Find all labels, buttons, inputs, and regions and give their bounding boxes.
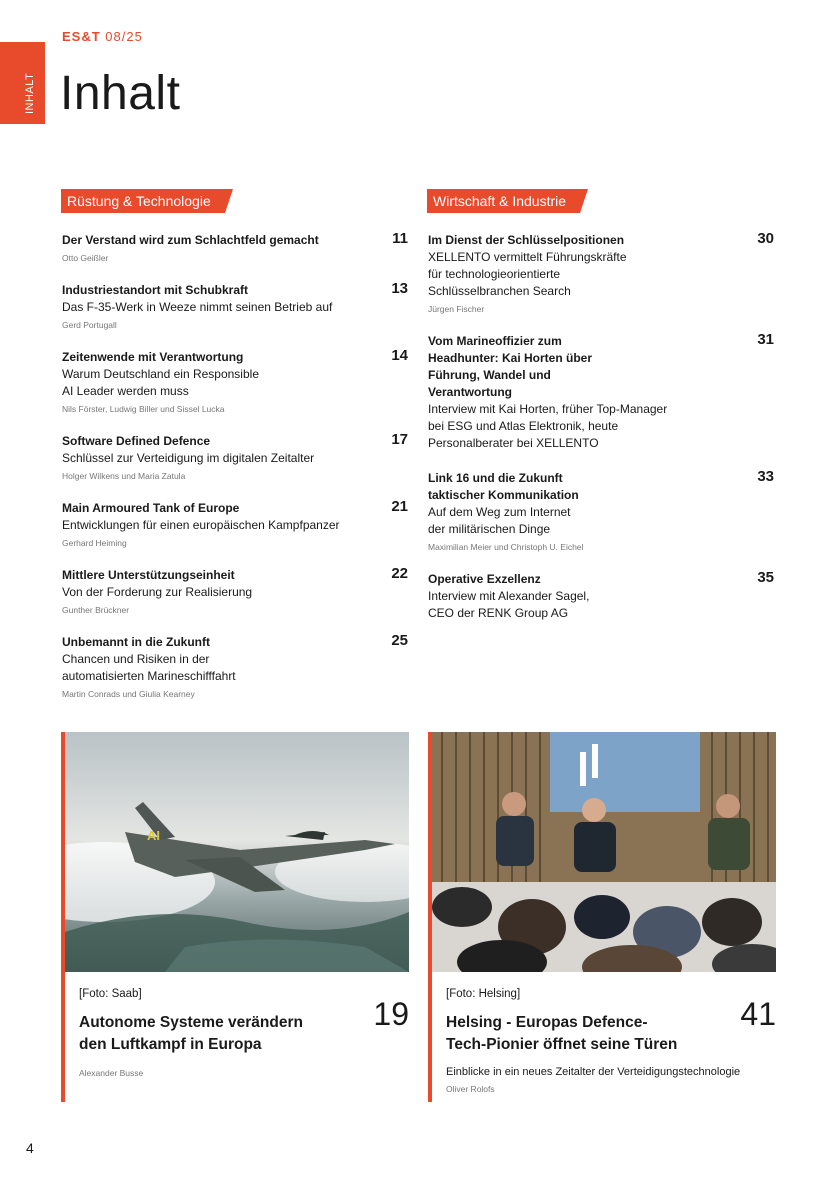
issue-label xyxy=(62,29,143,44)
entry-page-number: 33 xyxy=(757,468,774,485)
toc-column-left xyxy=(62,232,408,700)
toc-entry[interactable] xyxy=(428,470,774,553)
entry-title: Industriestandort mit Schubkraft xyxy=(62,283,249,297)
photo-credit: [Foto: Saab] xyxy=(79,988,142,1000)
toc-entry[interactable] xyxy=(428,333,774,452)
entry-subtitle: Warum Deutschland ein Responsible AI Leader werden muss xyxy=(62,367,259,398)
toc-entry[interactable] xyxy=(428,232,774,315)
feature-page-number: 41 xyxy=(740,996,776,1032)
side-tab-label: INHALT xyxy=(24,72,36,114)
feature-card[interactable] xyxy=(428,732,776,1102)
entry-page-number: 17 xyxy=(391,431,408,448)
issue-number: 08/25 xyxy=(100,29,143,44)
entry-title: Vom Marineoffizier zum Headhunter: Kai Horten über Führung, Wandel und Verantwortung xyxy=(428,334,593,399)
entry-title: Im Dienst der Schlüsselpositionen xyxy=(428,233,625,247)
feature-title: Autonome Systeme verändern den Luftkampf in Europa xyxy=(79,1014,303,1053)
toc-entry[interactable] xyxy=(62,349,408,415)
entry-page-number: 11 xyxy=(392,230,408,247)
feature-page-number: 19 xyxy=(373,996,409,1032)
panel-discussion-photo xyxy=(432,732,776,972)
toc-entry[interactable] xyxy=(62,232,408,264)
entry-title: Der Verstand wird zum Schlachtfeld gemacht xyxy=(62,233,319,247)
entry-author: Maximilian Meier und Christoph U. Eichel xyxy=(428,542,584,552)
toc-entry[interactable] xyxy=(428,571,774,622)
section-label-wirtschaft: Wirtschaft & Industrie xyxy=(427,189,580,213)
entry-page-number: 22 xyxy=(391,565,408,582)
feature-author: Alexander Busse xyxy=(79,1068,144,1078)
feature-author: Oliver Rolofs xyxy=(446,1084,495,1094)
entry-subtitle: XELLENTO vermittelt Führungskräfte für technologieorientierte Schlüsselbranchen Search xyxy=(428,250,627,298)
entry-author: Holger Wilkens und Maria Zatula xyxy=(62,471,186,481)
fighter-jet-photo xyxy=(65,732,409,972)
entry-subtitle: Schlüssel zur Verteidigung im digitalen Zeitalter xyxy=(62,451,315,465)
entry-author: Jürgen Fischer xyxy=(428,304,485,314)
entry-author: Gerd Portugall xyxy=(62,320,117,330)
feature-subtitle: Einblicke in ein neues Zeitalter der Verteidigungstechnologie xyxy=(446,1066,741,1078)
feature-title: Helsing - Europas Defence-Tech-Pionier öffnet seine Türen xyxy=(446,1014,678,1053)
entry-subtitle: Interview mit Kai Horten, früher Top-Manager bei ESG und Atlas Elektronik, heute Personalberater bei XELLENTO xyxy=(428,402,668,450)
toc-entry[interactable] xyxy=(62,500,408,549)
entry-title: Mittlere Unterstützungseinheit xyxy=(62,568,235,582)
entry-author: Otto Geißler xyxy=(62,253,109,263)
toc-column-right xyxy=(428,232,774,622)
entry-page-number: 21 xyxy=(391,498,408,515)
jet-marking: AI xyxy=(147,828,160,843)
entry-subtitle: Interview mit Alexander Sagel, CEO der RENK Group AG xyxy=(428,589,590,620)
page-title: Inhalt xyxy=(60,67,181,120)
entry-subtitle: Von der Forderung zur Realisierung xyxy=(62,585,253,599)
entry-page-number: 13 xyxy=(391,280,408,297)
entry-subtitle: Auf dem Weg zum Internet der militärischen Dinge xyxy=(428,505,571,536)
entry-page-number: 30 xyxy=(757,230,774,247)
toc-entry[interactable] xyxy=(62,282,408,331)
entry-subtitle: Das F-35-Werk in Weeze nimmt seinen Betrieb auf xyxy=(62,300,333,314)
entry-author: Gerhard Heiming xyxy=(62,538,127,548)
entry-page-number: 14 xyxy=(391,347,408,364)
entry-author: Nils Förster, Ludwig Biller und Sissel Lucka xyxy=(62,404,225,414)
toc-entry[interactable] xyxy=(62,433,408,482)
photo-credit: [Foto: Helsing] xyxy=(446,988,521,1000)
toc-entry[interactable] xyxy=(62,634,408,700)
entry-author: Martin Conrads und Giulia Kearney xyxy=(62,689,195,699)
section-side-tab xyxy=(0,42,45,124)
entry-title: Link 16 und die Zukunft taktischer Kommunikation xyxy=(428,471,579,502)
feature-image-jet xyxy=(65,732,409,972)
entry-author: Gunther Brückner xyxy=(62,605,130,615)
entry-subtitle: Entwicklungen für einen europäischen Kampfpanzer xyxy=(62,518,340,532)
page-number: 4 xyxy=(26,1140,34,1156)
feature-card[interactable] xyxy=(61,732,409,1102)
entry-title: Zeitenwende mit Verantwortung xyxy=(62,350,244,364)
entry-title: Main Armoured Tank of Europe xyxy=(62,501,240,515)
entry-page-number: 35 xyxy=(757,569,774,586)
toc-entry[interactable] xyxy=(62,567,408,616)
section-label-ruestung: Rüstung & Technologie xyxy=(61,189,225,213)
entry-title: Software Defined Defence xyxy=(62,434,211,448)
entry-page-number: 25 xyxy=(391,632,408,649)
entry-title: Unbemannt in die Zukunft xyxy=(62,635,210,649)
entry-page-number: 31 xyxy=(757,331,774,348)
issue-brand: ES&T xyxy=(62,29,101,44)
feature-image-panel xyxy=(432,732,776,972)
entry-subtitle: Chancen und Risiken in der automatisierten Marineschifffahrt xyxy=(62,652,236,683)
entry-title: Operative Exzellenz xyxy=(428,572,541,586)
